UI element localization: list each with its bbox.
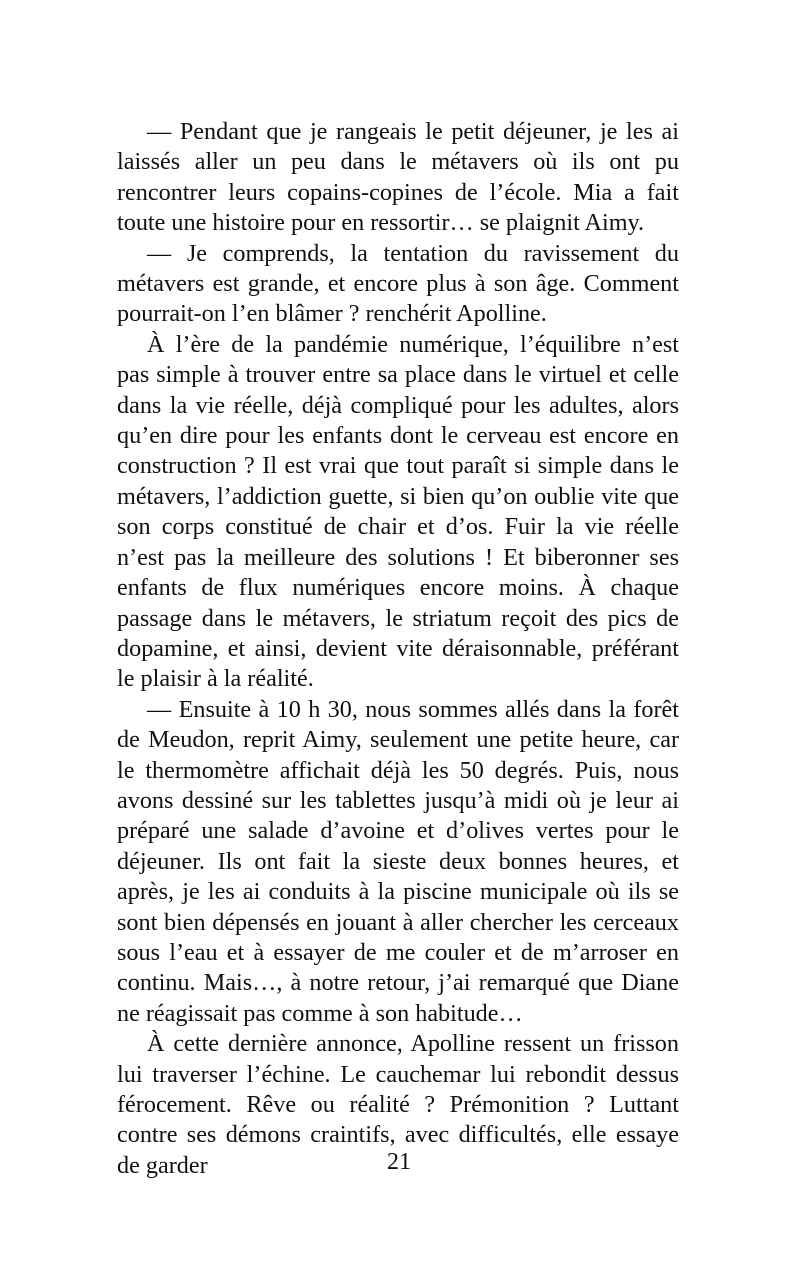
paragraph: — Je comprends, la tentation du ravissement du métavers est grande, et encore plus à son âge. Comment pourrait-on l’en blâmer ? renchérit Apolline.	[117, 239, 679, 328]
page-body	[117, 117, 679, 1181]
page-number: 21	[386, 1148, 412, 1175]
paragraph: — Pendant que je rangeais le petit déjeuner, je les ai laissés aller un peu dans le métavers où ils ont pu rencontrer leurs copains-copines de l’école. Mia a fait toute une histoire pour en ressortir… se plaignit Aimy.	[117, 118, 679, 237]
paragraph: À cette dernière annonce, Apolline ressent un frisson lui traverser l’échine. Le cauchemar lui rebondit dessus férocement. Rêve ou réalité ? Prémonition ? Luttant contre ses démons craintifs, avec difficultés, elle essaye de garder	[117, 1030, 679, 1179]
paragraph: — Ensuite à 10 h 30, nous sommes allés dans la forêt de Meudon, reprit Aimy, seulement une petite heure, car le thermomètre affichait déjà les 50 degrés. Puis, nous avons dessiné sur les tablettes jusqu’à midi où je leur ai préparé une salade d’avoine et d’olives vertes pour le déjeuner. Ils ont fait la sieste deux bonnes heures, et après, je les ai conduits à la piscine municipale où ils se sont bien dépensés en jouant à aller chercher les cerceaux sous l’eau et à essayer de me couler et de m’arroser en continu. Mais…, à notre retour, j’ai remarqué que Diane ne réagissait pas comme à son habitude…	[117, 695, 679, 1027]
paragraph: À l’ère de la pandémie numérique, l’équilibre n’est pas simple à trouver entre sa place dans le virtuel et celle dans la vie réelle, déjà compliqué pour les adultes, alors qu’en dire pour les enfants dont le cerveau est encore en construction ? Il est vrai que tout paraît si simple dans le métavers, l’addiction guette, si bien qu’on oublie vite que son corps constitué de chair et d’os. Fuir la vie réelle n’est pas la meilleure des solutions ! Et biberonner ses enfants de flux numériques encore moins. À chaque passage dans le métavers, le striatum reçoit des pics de dopamine, et ainsi, devient vite déraisonnable, préférant le plaisir à la réalité.	[117, 330, 679, 693]
